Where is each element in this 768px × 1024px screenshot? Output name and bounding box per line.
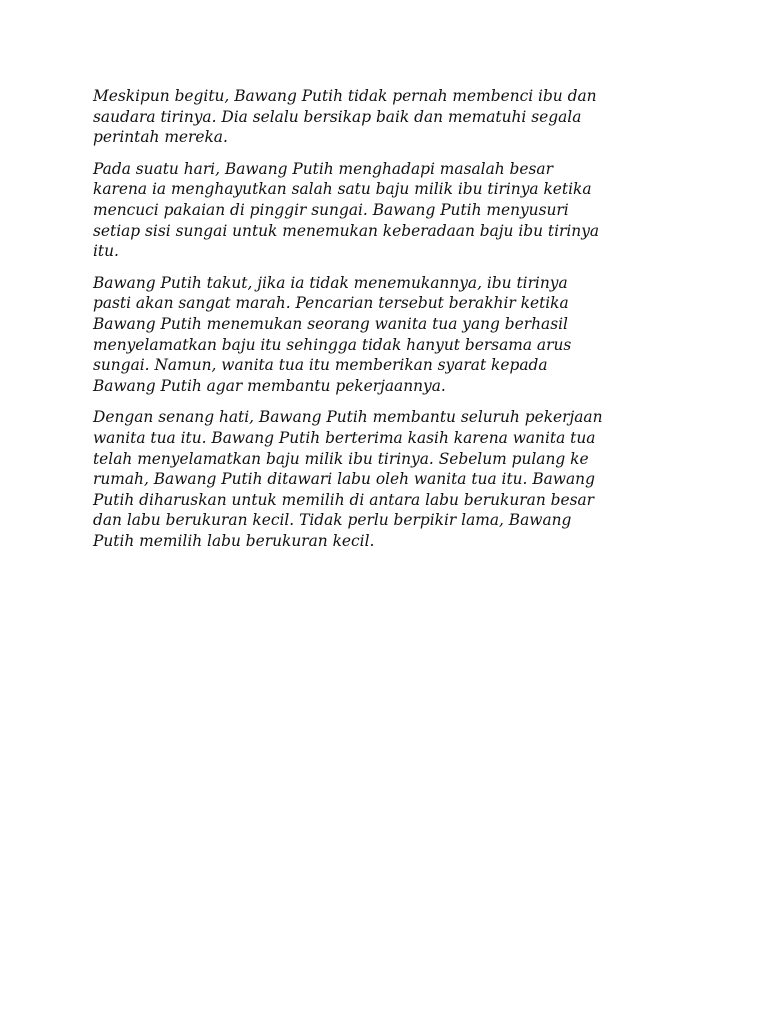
text-line: setiap sisi sungai untuk menemukan keberadaan baju ibu tirinya — [93, 221, 600, 240]
paragraph-3 — [93, 273, 673, 397]
text-line: Bawang Putih agar membantu pekerjaannya. — [93, 376, 446, 395]
text-line: telah menyelamatkan baju milik ibu tirinya. Sebelum pulang ke — [93, 449, 589, 468]
text-line: Bawang Putih takut, jika ia tidak menemukannya, ibu tirinya — [93, 273, 568, 292]
text-line: rumah, Bawang Putih ditawari labu oleh wanita tua itu. Bawang — [93, 470, 595, 489]
text-line: Dengan senang hati, Bawang Putih membantu seluruh pekerjaan — [93, 408, 603, 427]
text-line: saudara tirinya. Dia selalu bersikap baik dan mematuhi segala — [93, 107, 582, 126]
text-line: wanita tua itu. Bawang Putih berterima kasih karena wanita tua — [93, 428, 596, 447]
text-line: Meskipun begitu, Bawang Putih tidak pernah membenci ibu dan — [93, 87, 597, 105]
paragraph-4 — [93, 407, 673, 551]
text-line: perintah mereka. — [93, 128, 228, 147]
text-line: dan labu berukuran kecil. Tidak perlu berpikir lama, Bawang — [93, 511, 572, 530]
text-line: itu. — [93, 242, 119, 261]
text-line: menyelamatkan baju itu sehingga tidak hanyut bersama arus — [93, 335, 572, 354]
text-line: Putih memilih labu berukuran kecil. — [93, 531, 375, 550]
paragraph-2 — [93, 159, 673, 262]
text-line: pasti akan sangat marah. Pencarian tersebut berakhir ketika — [93, 294, 569, 313]
text-line: karena ia menghayutkan salah satu baju milik ibu tirinya ketika — [93, 180, 592, 199]
story-text — [93, 86, 673, 562]
paragraph-1 — [93, 86, 673, 148]
text-line: Pada suatu hari, Bawang Putih menghadapi masalah besar — [93, 159, 553, 178]
text-line: sungai. Namun, wanita tua itu memberikan syarat kepada — [93, 356, 548, 375]
text-line: mencuci pakaian di pinggir sungai. Bawang Putih menyusuri — [93, 200, 569, 219]
text-line: Bawang Putih menemukan seorang wanita tua yang berhasil — [93, 314, 568, 333]
text-line: Putih diharuskan untuk memilih di antara labu berukuran besar — [93, 490, 595, 509]
